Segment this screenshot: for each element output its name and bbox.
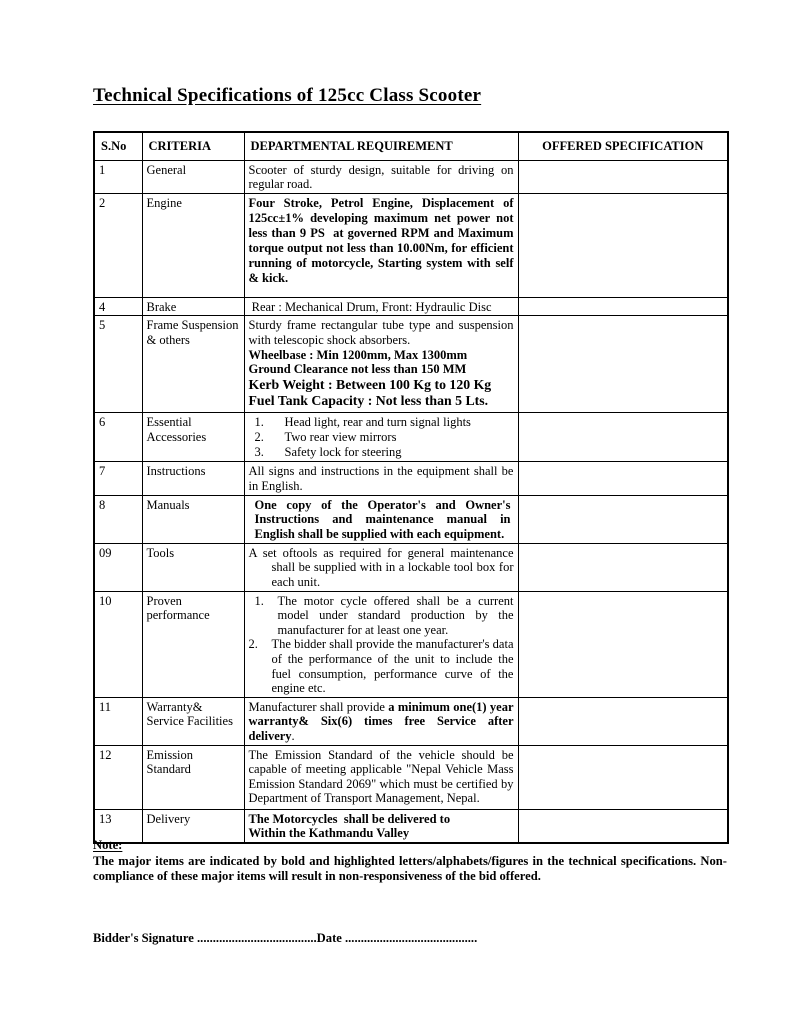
sno-cell: 09	[94, 543, 142, 591]
requirement-paragraph	[249, 348, 514, 363]
table-row	[94, 697, 728, 745]
text-segment: Manufacturer shall provide	[248, 699, 389, 714]
requirement-paragraph	[249, 546, 514, 590]
requirement-paragraph	[249, 377, 514, 394]
page-title: Technical Specifications of 125cc Class Scooter	[93, 85, 482, 106]
bold-text-segment: One copy of the Operator's and Owner's Instructions and maintenance manual in English shall be supplied with each equipment.	[254, 497, 511, 541]
list-number: 1.	[254, 593, 264, 608]
text-segment: A set oftools as required for general maintenance shall be supplied with in a lockable tool box for each unit.	[248, 545, 514, 589]
sno-cell: 11	[94, 697, 142, 745]
requirement-cell	[244, 543, 518, 591]
offered-specification-cell	[518, 193, 728, 297]
offered-specification-cell	[518, 495, 728, 543]
requirement-paragraph	[249, 393, 514, 410]
requirement-paragraph	[249, 498, 514, 542]
table-row	[94, 543, 728, 591]
text-segment: Safety lock for steering	[284, 444, 402, 459]
criteria-cell: Manuals	[142, 495, 244, 543]
note-label: Note:	[93, 838, 123, 852]
sno-cell: 5	[94, 316, 142, 413]
bold-text-segment: Wheelbase : Min 1200mm, Max 1300mm	[248, 347, 468, 362]
offered-specification-cell	[518, 413, 728, 462]
requirement-cell	[244, 413, 518, 462]
text-segment: The motor cycle offered shall be a current model under standard production by the manufacturer for at least one year.	[277, 593, 514, 637]
criteria-cell: General	[142, 160, 244, 193]
requirement-cell	[244, 160, 518, 193]
text-segment: Scooter of sturdy design, suitable for driving on regular road.	[248, 162, 514, 192]
table-row	[94, 297, 728, 316]
list-text	[272, 637, 514, 695]
requirement-cell	[244, 193, 518, 297]
requirement-paragraph	[249, 196, 514, 287]
requirement-paragraph	[249, 300, 514, 315]
requirement-cell	[244, 591, 518, 697]
requirement-cell	[244, 316, 518, 413]
requirement-cell	[244, 297, 518, 316]
spec-table	[93, 131, 729, 844]
criteria-cell: Frame Suspension & others	[142, 316, 244, 413]
table-row	[94, 413, 728, 462]
column-header-offered-specification: OFFERED SPECIFICATION	[518, 132, 728, 160]
criteria-cell: Brake	[142, 297, 244, 316]
requirement-paragraph	[249, 700, 514, 744]
list-number: 1.	[254, 415, 264, 430]
bold-text-segment: Fuel Tank Capacity : Not less than 5 Lts.	[248, 393, 489, 409]
requirement-list-item	[249, 415, 514, 430]
text-segment: Rear : Mechanical Drum, Front: Hydraulic Disc	[248, 299, 492, 314]
offered-specification-cell	[518, 160, 728, 193]
text-segment: The bidder shall provide the manufacturer's data of the performance of the unit to include the fuel consumption, performance curve of the engine etc.	[271, 637, 514, 696]
requirement-list-item	[249, 637, 514, 695]
criteria-cell: Emission Standard	[142, 745, 244, 809]
bidders-signature-line: Bidder's Signature ......................................Date ..........................................	[93, 931, 478, 945]
note-block	[93, 838, 727, 885]
offered-specification-cell	[518, 297, 728, 316]
sno-cell: 10	[94, 591, 142, 697]
sno-cell: 12	[94, 745, 142, 809]
list-text	[278, 594, 514, 638]
table-row	[94, 462, 728, 495]
table-row	[94, 193, 728, 297]
header-row	[94, 132, 728, 160]
offered-specification-cell	[518, 462, 728, 495]
requirement-list-item	[249, 430, 514, 445]
column-header-departmental-requirement: DEPARTMENTAL REQUIREMENT	[244, 132, 518, 160]
requirement-cell	[244, 697, 518, 745]
requirement-paragraph	[249, 464, 514, 493]
criteria-cell: Essential Accessories	[142, 413, 244, 462]
bold-text-segment: Kerb Weight : Between 100 Kg to 120 Kg	[248, 376, 492, 392]
criteria-cell: Instructions	[142, 462, 244, 495]
table-row	[94, 160, 728, 193]
requirement-cell	[244, 745, 518, 809]
table-row	[94, 495, 728, 543]
sno-cell: 7	[94, 462, 142, 495]
spec-table-body	[94, 160, 728, 843]
requirement-list-item	[249, 445, 514, 460]
spec-table-head	[94, 132, 728, 160]
table-row	[94, 316, 728, 413]
offered-specification-cell	[518, 316, 728, 413]
offered-specification-cell	[518, 543, 728, 591]
sno-cell: 13	[94, 809, 142, 843]
list-number: 3.	[254, 444, 264, 459]
bold-text-segment: Ground Clearance not less than 150 MM	[248, 362, 467, 377]
text-segment: Sturdy frame rectangular tube type and suspension with telescopic shock absorbers.	[248, 318, 514, 347]
offered-specification-cell	[518, 745, 728, 809]
requirement-paragraph	[249, 362, 514, 377]
table-row	[94, 745, 728, 809]
requirement-paragraph	[249, 318, 514, 347]
criteria-cell: Tools	[142, 543, 244, 591]
requirement-list-item	[249, 594, 514, 638]
sno-cell: 4	[94, 297, 142, 316]
offered-specification-cell	[518, 697, 728, 745]
requirement-paragraph	[249, 812, 514, 827]
requirement-cell	[244, 462, 518, 495]
text-segment: All signs and instructions in the equipment shall be in English.	[248, 464, 514, 493]
requirement-paragraph	[249, 748, 514, 806]
sno-cell: 8	[94, 495, 142, 543]
column-header-criteria: CRITERIA	[142, 132, 244, 160]
text-segment: The Emission Standard of the vehicle should be capable of meeting applicable "Nepal Vehicle Mass Emission Standard 2069" which must be certified by Department of Transport Management, Nepal.	[248, 747, 514, 806]
list-text	[285, 445, 514, 460]
list-text	[285, 415, 514, 430]
column-header-s-no: S.No	[94, 132, 142, 160]
table-row	[94, 591, 728, 697]
requirement-paragraph	[249, 163, 514, 192]
note-text: The major items are indicated by bold and highlighted letters/alphabets/figures in the technical specifications. Non-compliance of these major items will result in non-responsiveness of the bid offered.	[93, 853, 727, 884]
list-number: 2.	[254, 429, 264, 444]
criteria-cell: Warranty& Service Facilities	[142, 697, 244, 745]
list-text	[285, 430, 514, 445]
criteria-cell: Engine	[142, 193, 244, 297]
text-segment: Head light, rear and turn signal lights	[284, 415, 471, 430]
list-number: 2.	[248, 637, 258, 652]
sno-cell: 2	[94, 193, 142, 297]
text-segment: .	[291, 728, 295, 743]
bold-text-segment: a minimum one(1) year warranty& Six(6) times free Service after delivery	[248, 699, 514, 743]
offered-specification-cell	[518, 591, 728, 697]
requirement-cell	[244, 495, 518, 543]
text-segment: Two rear view mirrors	[284, 429, 397, 444]
criteria-cell: Delivery	[142, 809, 244, 843]
bold-text-segment: Four Stroke, Petrol Engine, Displacement of 125cc±1% developing maximum net power not less than 9 PS at governed RPM and Maximum torque output not less than 10.00Nm, for efficient running of motorcycle, Starting system with self & kick.	[248, 195, 514, 286]
sno-cell: 6	[94, 413, 142, 462]
bold-text-segment: The Motorcycles shall be delivered to	[248, 811, 451, 826]
criteria-cell: Proven performance	[142, 591, 244, 697]
bold-text-segment: Within the Kathmandu Valley	[248, 826, 410, 841]
sno-cell: 1	[94, 160, 142, 193]
